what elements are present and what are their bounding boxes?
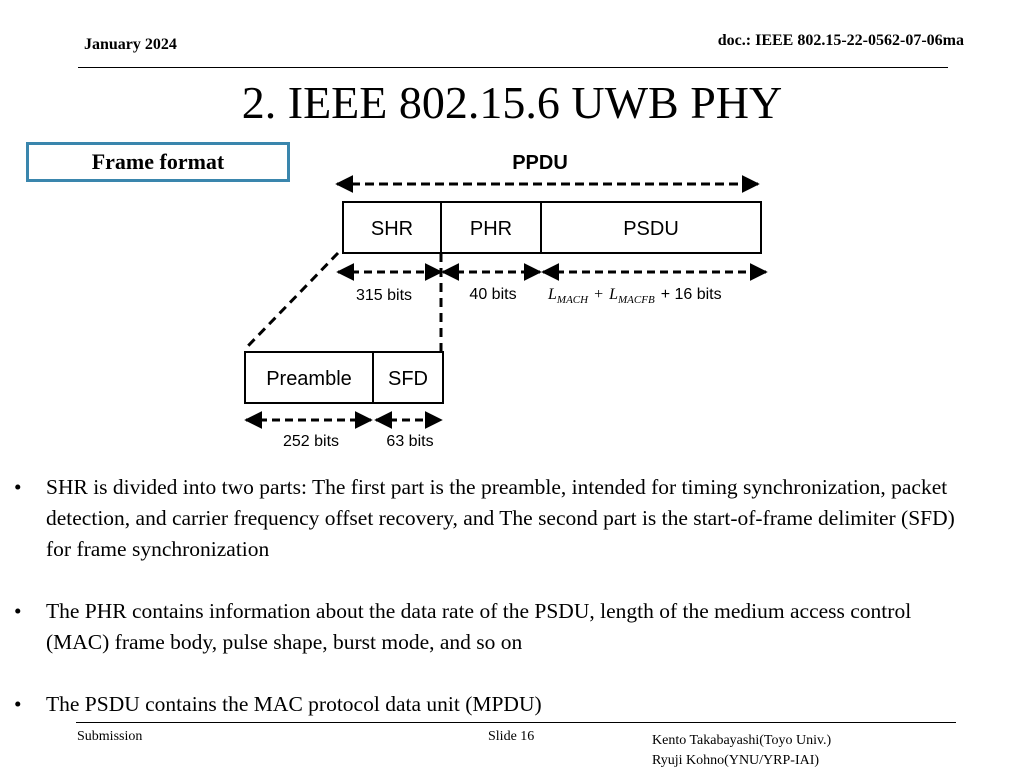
bullet-text-shr: SHR is divided into two parts: The first part is the preamble, intended for timing synchronization, packet detection, and carrier frequency offset recovery, and The second part is the start-of-frame delimiter (SFD) for frame synchronization [46,475,955,561]
phr-label: PHR [469,218,513,240]
footer-submission: Submission [77,729,143,744]
zoom-line-left [247,253,338,347]
preamble-label: Preamble [266,368,352,390]
frame-format-diagram [0,140,1024,460]
psdu-l2: L [609,286,619,303]
slide-title: 2. IEEE 802.15.6 UWB PHY [241,77,783,128]
frame-format-text: Frame format [91,149,225,174]
bullet-item [12,596,972,658]
header-date: January 2024 [84,36,177,53]
header-divider [78,67,948,68]
header-doc-id: doc.: IEEE 802.15-22-0562-07-06ma [717,32,964,49]
bullet-dot: • [14,475,22,499]
psdu-bits-suffix: + 16 bits [660,286,722,303]
psdu-sub2: MACFB [618,294,655,306]
footer-author-1: Kento Takabayashi(Toyo Univ.) [652,733,832,748]
bullet-text-psdu: The PSDU contains the MAC protocol data unit (MPDU) [46,692,542,716]
bullet-item [12,472,972,565]
bullet-item [12,689,972,720]
phr-bits: 40 bits [469,286,517,303]
psdu-plus: + [594,286,604,303]
sfd-bits: 63 bits [386,433,434,450]
footer-authors [652,731,831,771]
shr-bits: 315 bits [355,287,413,304]
bullet-dot: • [14,599,22,623]
psdu-label: PSDU [623,218,679,240]
psdu-l1: L [548,286,557,303]
bullet-text-phr: The PHR contains information about the data rate of the PSDU, length of the medium access control (MAC) frame body, pulse shape, burst mode, and so on [46,599,912,654]
footer-slide-number: Slide 16 [488,729,535,744]
footer-divider [76,722,956,723]
shr-label: SHR [370,218,414,240]
bullet-list [12,472,972,720]
footer-author-2: Ryuji Kohno(YNU/YRP-IAI) [652,753,820,768]
preamble-bits: 252 bits [282,433,340,450]
bullet-dot: • [14,692,22,716]
psdu-sub1: MACH [556,294,589,306]
sfd-label: SFD [388,368,428,390]
ppdu-label: PPDU [512,152,568,174]
psdu-bits [547,286,722,306]
